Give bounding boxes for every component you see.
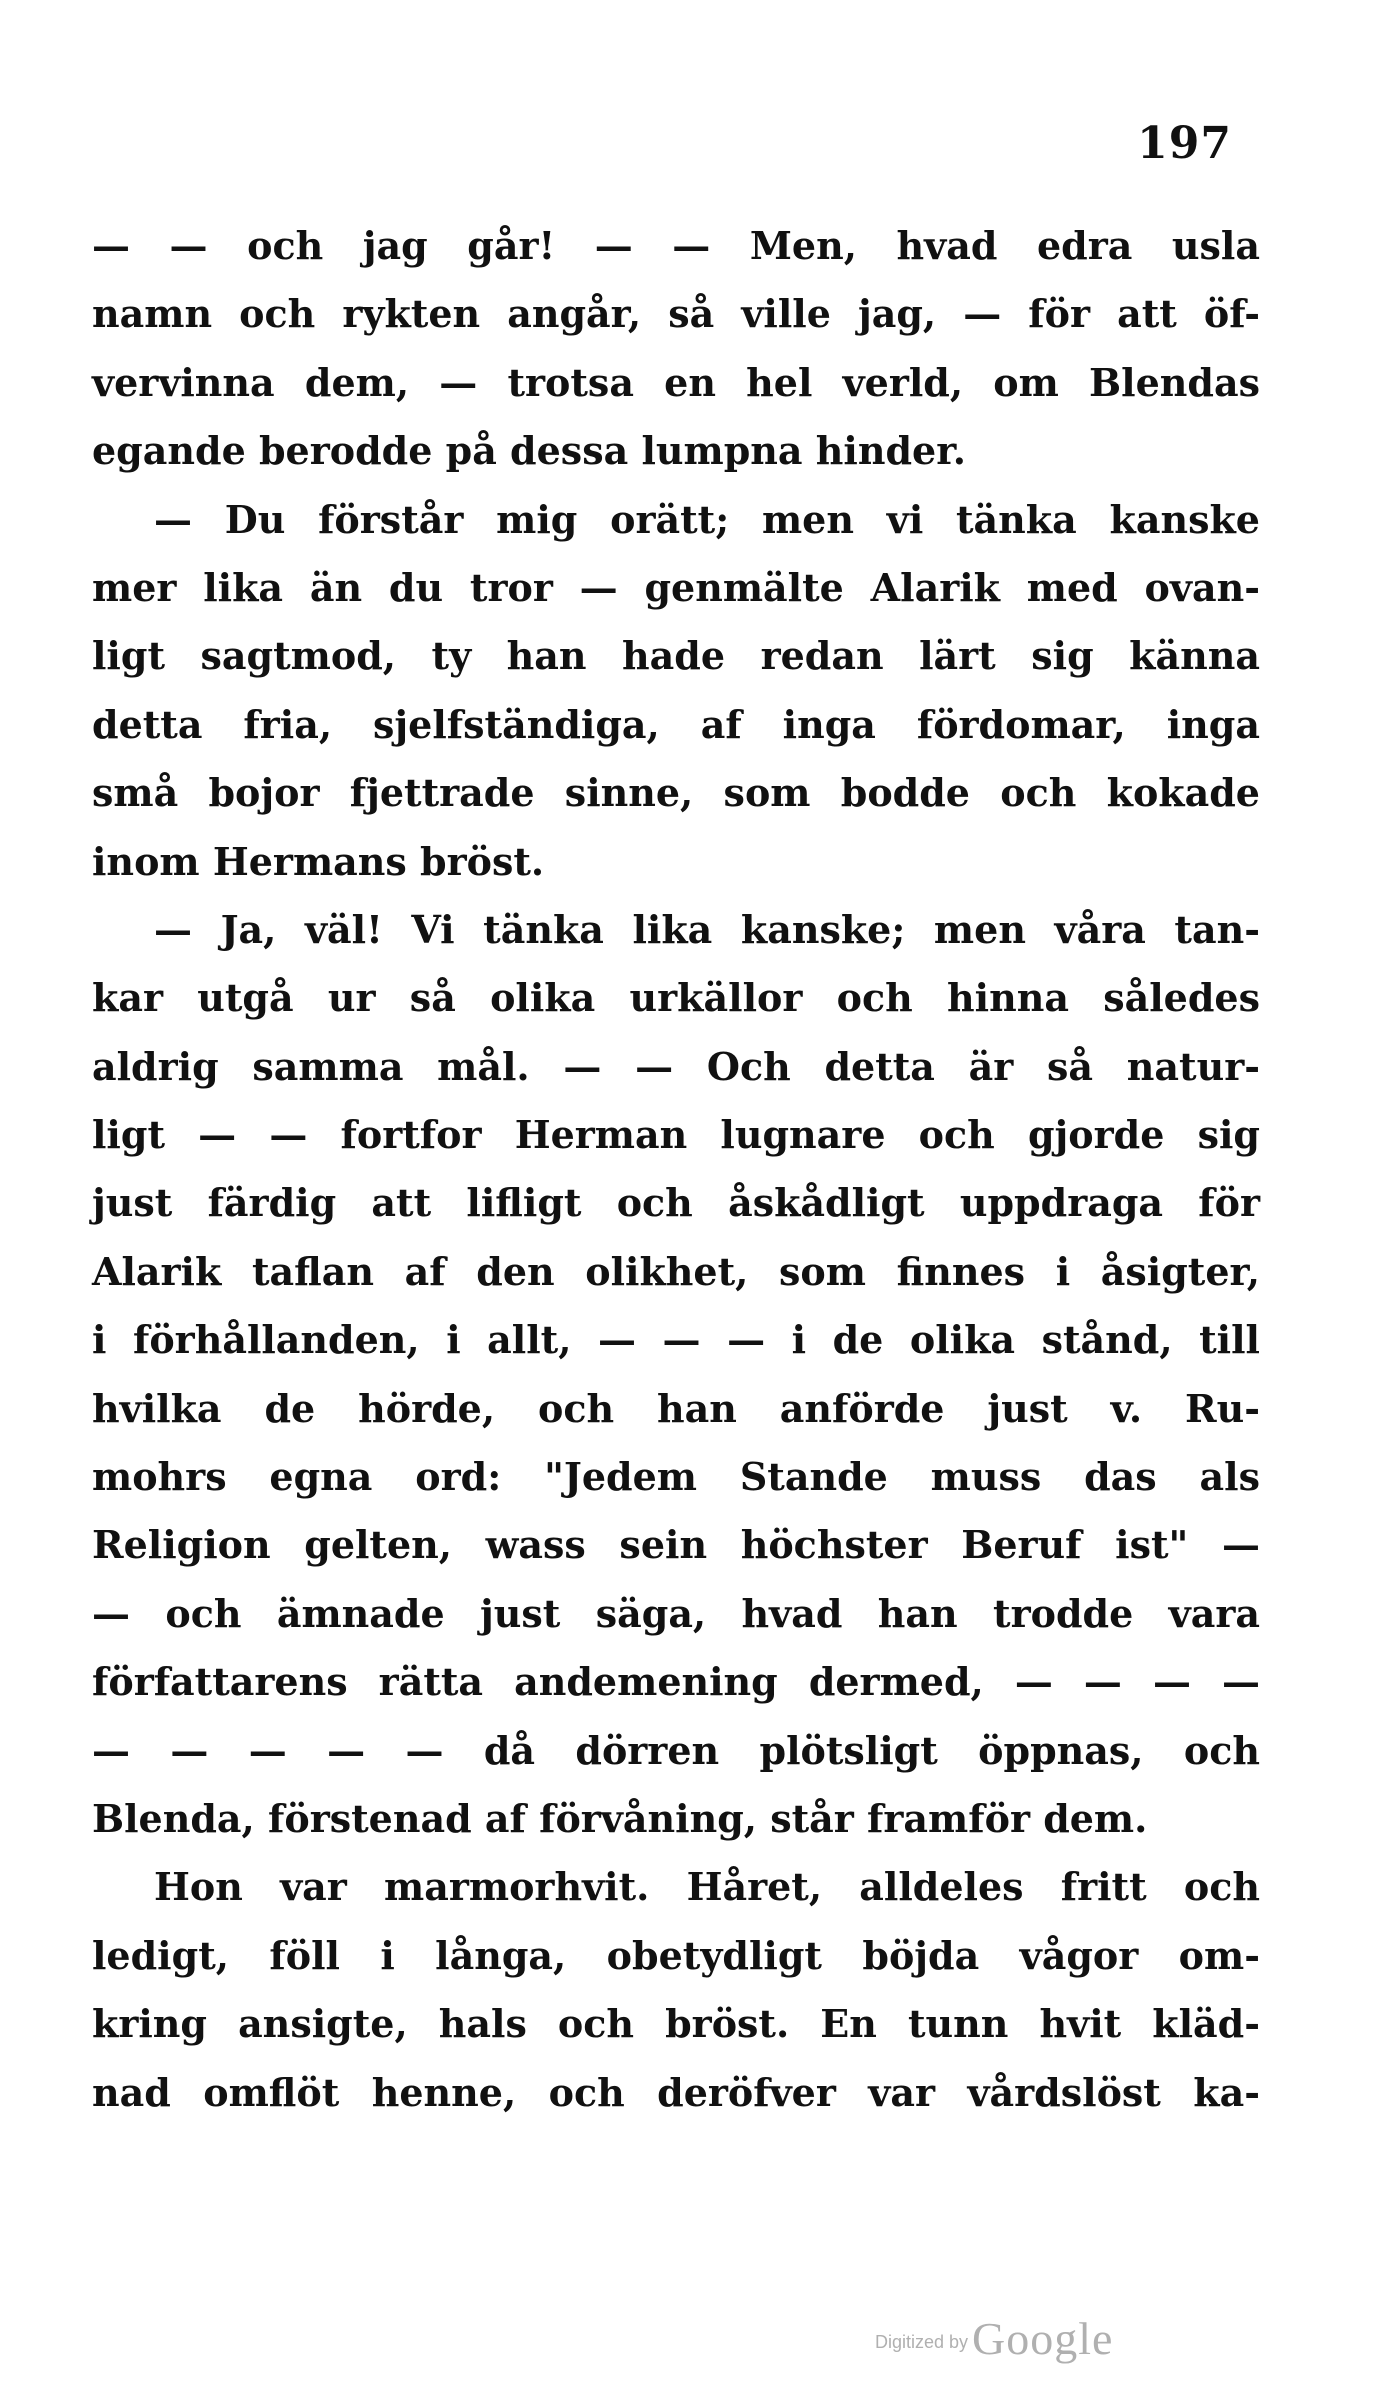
text-line: nad omflöt henne, och deröfver var vårdslöst ka- bbox=[92, 2069, 1260, 2115]
text-line: i förhållanden, i allt, — — — i de olika stånd, till bbox=[92, 1317, 1260, 1363]
text-line: ligt sagtmod, ty han hade redan lärt sig känna bbox=[92, 633, 1260, 679]
google-watermark bbox=[875, 2312, 1113, 2365]
text-line: hvilka de hörde, och han anförde just v. Ru- bbox=[92, 1385, 1260, 1431]
text-line: mer lika än du tror — genmälte Alarik med ovan- bbox=[92, 564, 1260, 610]
text-line: inom Hermans bröst. bbox=[92, 838, 545, 884]
text-line: Hon var marmorhvit. Håret, alldeles fritt och bbox=[154, 1864, 1260, 1910]
text-line: — Ja, väl! Vi tänka lika kanske; men våra tan- bbox=[154, 906, 1260, 952]
watermark-brand: Google bbox=[972, 2313, 1114, 2364]
text-line: kring ansigte, hals och bröst. En tunn hvit kläd- bbox=[92, 2001, 1260, 2047]
text-line: namn och rykten angår, så ville jag, — för att öf- bbox=[92, 291, 1260, 337]
text-line: — — — — — då dörren plötsligt öppnas, och bbox=[92, 1727, 1260, 1773]
text-line: — och ämnade just säga, hvad han trodde vara bbox=[92, 1590, 1260, 1636]
watermark-prefix: Digitized by bbox=[875, 2332, 969, 2352]
text-line: detta fria, sjelfständiga, af inga fördomar, inga bbox=[92, 701, 1260, 747]
text-line: aldrig samma mål. — — Och detta är så natur- bbox=[92, 1043, 1260, 1089]
text-line: författarens rätta andemening dermed, — — — — bbox=[92, 1659, 1260, 1705]
text-line: egande berodde på dessa lumpna hinder. bbox=[92, 428, 966, 474]
text-line: Blenda, förstenad af förvåning, står framför dem. bbox=[92, 1795, 1148, 1841]
text-line: Religion gelten, wass sein höchster Beruf ist" — bbox=[92, 1522, 1260, 1568]
text-line: — Du förstår mig orätt; men vi tänka kanske bbox=[154, 496, 1260, 542]
text-line: mohrs egna ord: "Jedem Stande muss das als bbox=[92, 1454, 1260, 1500]
text-line: ligt — — fortfor Herman lugnare och gjorde sig bbox=[92, 1112, 1260, 1158]
text-line: — — och jag går! — — Men, hvad edra usla bbox=[92, 223, 1260, 268]
text-line: ledigt, föll i långa, obetydligt böjda vågor om- bbox=[92, 1932, 1260, 1978]
text-line: vervinna dem, — trotsa en hel verld, om Blendas bbox=[92, 359, 1260, 405]
body-text bbox=[92, 212, 1260, 2127]
text-line: kar utgå ur så olika urkällor och hinna således bbox=[92, 975, 1260, 1021]
text-line: små bojor fjettrade sinne, som bodde och kokade bbox=[92, 770, 1260, 816]
text-line: just färdig att lifligt och åskådligt uppdraga för bbox=[92, 1180, 1260, 1226]
text-line: Alarik taflan af den olikhet, som finnes i åsigter, bbox=[92, 1248, 1260, 1294]
page-number: 197 bbox=[1137, 118, 1232, 169]
